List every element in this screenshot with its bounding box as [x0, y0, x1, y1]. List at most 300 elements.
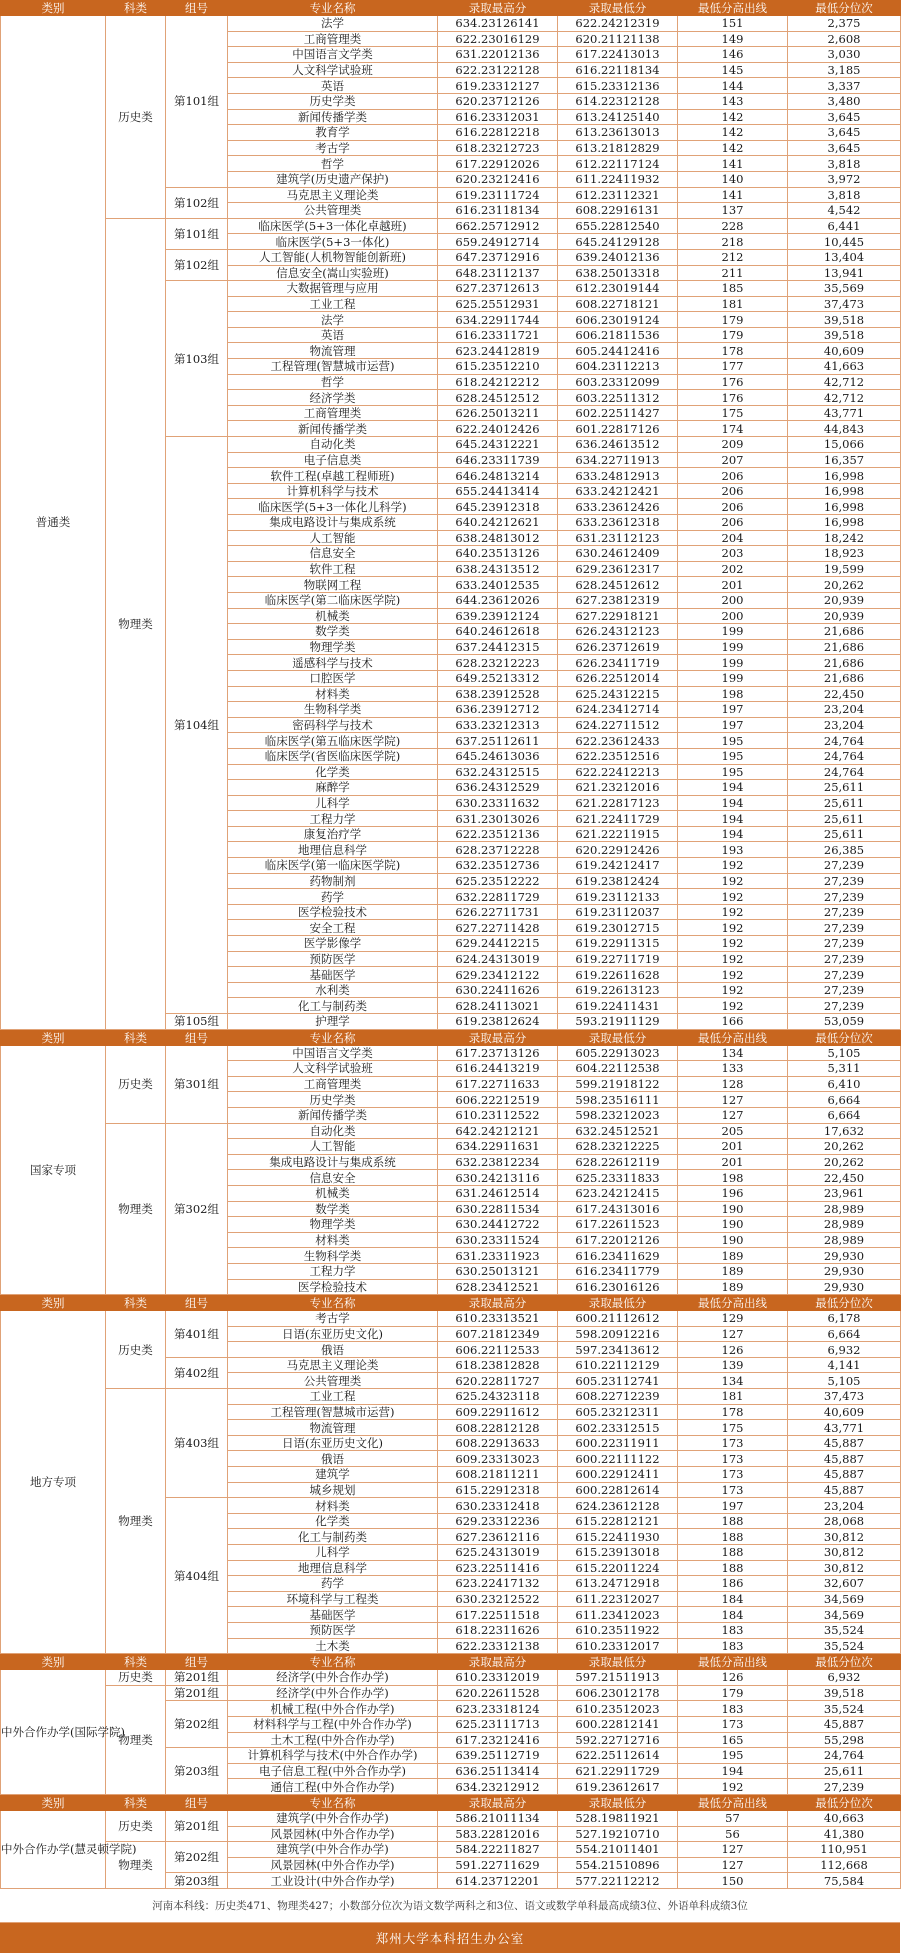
above-line: 192: [678, 873, 788, 889]
major-name: 遥感科学与技术: [228, 655, 438, 671]
major-name: 工程力学: [228, 1263, 438, 1279]
group-cell: 第203组: [166, 1748, 228, 1795]
min-rank: 45,887: [788, 1451, 901, 1467]
above-line: 143: [678, 93, 788, 109]
min-score: 625.24312215: [558, 686, 678, 702]
min-rank: 6,932: [788, 1670, 901, 1686]
column-header: 组号: [166, 1655, 228, 1670]
min-score: 603.23312099: [558, 374, 678, 390]
column-header: 最低分高出线: [678, 1296, 788, 1311]
max-score: 626.22711731: [438, 904, 558, 920]
above-line: 179: [678, 1685, 788, 1701]
group-cell: 第102组: [166, 187, 228, 218]
max-score: 591.22711629: [438, 1857, 558, 1873]
min-rank: 4,141: [788, 1357, 901, 1373]
min-score: 622.24212319: [558, 16, 678, 32]
min-rank: 13,404: [788, 249, 901, 265]
major-name: 哲学: [228, 374, 438, 390]
max-score: 608.21811211: [438, 1467, 558, 1483]
category-cell: 国家专项: [1, 1045, 106, 1295]
column-header: 录取最高分: [438, 1296, 558, 1311]
major-name: 临床医学(5+3一体化儿科学): [228, 499, 438, 515]
max-score: 639.23912124: [438, 608, 558, 624]
min-score: 605.22913023: [558, 1045, 678, 1061]
header-row: [1, 1296, 901, 1311]
max-score: 632.22811729: [438, 889, 558, 905]
major-name: 法学: [228, 16, 438, 32]
max-score: 617.23212416: [438, 1732, 558, 1748]
min-rank: 43,771: [788, 405, 901, 421]
major-name: 建筑学(历史遗产保护): [228, 171, 438, 187]
min-score: 527.19210710: [558, 1826, 678, 1842]
min-score: 600.22912411: [558, 1467, 678, 1483]
min-score: 612.23019144: [558, 281, 678, 297]
column-header: 专业名称: [228, 1655, 438, 1670]
max-score: 610.23313521: [438, 1311, 558, 1327]
above-line: 133: [678, 1061, 788, 1077]
min-rank: 35,524: [788, 1622, 901, 1638]
major-name: 材料类: [228, 1498, 438, 1514]
above-line: 173: [678, 1716, 788, 1732]
above-line: 192: [678, 858, 788, 874]
major-name: 药物制剂: [228, 873, 438, 889]
above-line: 134: [678, 1045, 788, 1061]
max-score: 630.23312418: [438, 1498, 558, 1514]
above-line: 199: [678, 624, 788, 640]
min-rank: 27,239: [788, 858, 901, 874]
min-rank: 2,375: [788, 16, 901, 32]
max-score: 639.25112719: [438, 1748, 558, 1764]
column-header: 专业名称: [228, 1296, 438, 1311]
subject-cell: 历史类: [106, 1311, 166, 1389]
column-header: 专业名称: [228, 1030, 438, 1045]
max-score: 622.23512136: [438, 826, 558, 842]
max-score: 630.25013121: [438, 1263, 558, 1279]
max-score: 638.23912528: [438, 686, 558, 702]
above-line: 177: [678, 359, 788, 375]
column-header: 录取最高分: [438, 1795, 558, 1810]
max-score: 628.23212223: [438, 655, 558, 671]
min-score: 605.24412416: [558, 343, 678, 359]
min-rank: 29,930: [788, 1248, 901, 1264]
above-line: 195: [678, 733, 788, 749]
min-rank: 16,998: [788, 515, 901, 531]
max-score: 618.23212723: [438, 140, 558, 156]
major-name: 物理学类: [228, 639, 438, 655]
max-score: 629.24412215: [438, 936, 558, 952]
group-cell: 第403组: [166, 1389, 228, 1498]
min-score: 632.24512521: [558, 1123, 678, 1139]
min-rank: 21,686: [788, 655, 901, 671]
min-score: 626.23712619: [558, 639, 678, 655]
min-score: 621.22411729: [558, 811, 678, 827]
column-header: 最低分位次: [788, 1795, 901, 1810]
major-name: 物理学类: [228, 1217, 438, 1233]
max-score: 616.23312031: [438, 109, 558, 125]
max-score: 637.25112611: [438, 733, 558, 749]
group-cell: 第103组: [166, 281, 228, 437]
major-name: 临床医学(省医临床医学院): [228, 748, 438, 764]
min-rank: 55,298: [788, 1732, 901, 1748]
max-score: 610.23312019: [438, 1670, 558, 1686]
min-rank: 3,645: [788, 109, 901, 125]
above-line: 185: [678, 281, 788, 297]
above-line: 183: [678, 1622, 788, 1638]
min-rank: 3,972: [788, 171, 901, 187]
min-rank: 16,998: [788, 499, 901, 515]
major-name: 工程管理(智慧城市运营): [228, 1404, 438, 1420]
max-score: 634.22911744: [438, 312, 558, 328]
min-rank: 21,686: [788, 624, 901, 640]
min-score: 610.23512023: [558, 1701, 678, 1717]
min-rank: 26,385: [788, 842, 901, 858]
max-score: 629.23312236: [438, 1513, 558, 1529]
major-name: 土木工程(中外合作办学): [228, 1732, 438, 1748]
major-name: 法学: [228, 312, 438, 328]
above-line: 189: [678, 1248, 788, 1264]
min-rank: 34,569: [788, 1607, 901, 1623]
above-line: 206: [678, 483, 788, 499]
major-name: 新闻传播学类: [228, 421, 438, 437]
min-score: 554.21510896: [558, 1857, 678, 1873]
major-name: 化学类: [228, 764, 438, 780]
max-score: 622.24012426: [438, 421, 558, 437]
column-header: 组号: [166, 1, 228, 16]
min-score: 624.23412714: [558, 702, 678, 718]
min-score: 554.21011401: [558, 1842, 678, 1858]
major-name: 公共管理类: [228, 203, 438, 219]
min-score: 592.22712716: [558, 1732, 678, 1748]
major-name: 历史学类: [228, 93, 438, 109]
above-line: 194: [678, 811, 788, 827]
table-row: [1, 1389, 901, 1405]
min-rank: 3,818: [788, 187, 901, 203]
min-score: 599.21918122: [558, 1076, 678, 1092]
min-rank: 35,569: [788, 281, 901, 297]
above-line: 218: [678, 234, 788, 250]
max-score: 618.22311626: [438, 1622, 558, 1638]
min-score: 638.25013318: [558, 265, 678, 281]
min-rank: 75,584: [788, 1873, 901, 1889]
above-line: 173: [678, 1467, 788, 1483]
group-cell: 第201组: [166, 1670, 228, 1686]
above-line: 174: [678, 421, 788, 437]
min-rank: 34,569: [788, 1591, 901, 1607]
min-score: 615.22011224: [558, 1560, 678, 1576]
min-rank: 28,989: [788, 1201, 901, 1217]
min-score: 619.23812424: [558, 873, 678, 889]
subject-cell: 历史类: [106, 16, 166, 219]
major-name: 马克思主义理论类: [228, 187, 438, 203]
group-cell: 第302组: [166, 1123, 228, 1295]
above-line: 127: [678, 1092, 788, 1108]
major-name: 经济学(中外合作办学): [228, 1670, 438, 1686]
min-rank: 3,645: [788, 140, 901, 156]
major-name: 地理信息科学: [228, 1560, 438, 1576]
above-line: 201: [678, 1139, 788, 1155]
major-name: 工商管理类: [228, 31, 438, 47]
max-score: 627.22711428: [438, 920, 558, 936]
min-rank: 24,764: [788, 1748, 901, 1764]
min-score: 620.21121138: [558, 31, 678, 47]
major-name: 药学: [228, 889, 438, 905]
above-line: 142: [678, 125, 788, 141]
min-rank: 30,812: [788, 1545, 901, 1561]
min-score: 617.22012126: [558, 1232, 678, 1248]
above-line: 201: [678, 577, 788, 593]
min-rank: 39,518: [788, 327, 901, 343]
min-rank: 6,178: [788, 1311, 901, 1327]
above-line: 189: [678, 1279, 788, 1295]
major-name: 中国语言文学类: [228, 47, 438, 63]
min-rank: 30,812: [788, 1529, 901, 1545]
min-score: 622.22412213: [558, 764, 678, 780]
above-line: 173: [678, 1482, 788, 1498]
min-score: 602.22511427: [558, 405, 678, 421]
min-rank: 5,105: [788, 1045, 901, 1061]
min-rank: 27,239: [788, 951, 901, 967]
max-score: 608.22913633: [438, 1435, 558, 1451]
column-header: 组号: [166, 1795, 228, 1810]
min-rank: 27,239: [788, 889, 901, 905]
above-line: 198: [678, 1170, 788, 1186]
max-score: 630.22411626: [438, 982, 558, 998]
min-score: 620.22912426: [558, 842, 678, 858]
above-line: 150: [678, 1873, 788, 1889]
max-score: 620.23212416: [438, 171, 558, 187]
above-line: 195: [678, 748, 788, 764]
min-score: 628.23212225: [558, 1139, 678, 1155]
group-cell: 第401组: [166, 1311, 228, 1358]
max-score: 625.23111713: [438, 1716, 558, 1732]
table-row: [1, 1045, 901, 1061]
min-rank: 45,887: [788, 1467, 901, 1483]
min-score: 627.23812319: [558, 592, 678, 608]
section-table: [0, 1654, 901, 1795]
major-name: 人工智能: [228, 1139, 438, 1155]
major-name: 物流管理: [228, 1420, 438, 1436]
major-name: 儿科学: [228, 795, 438, 811]
min-score: 636.24613512: [558, 437, 678, 453]
min-score: 604.23112213: [558, 359, 678, 375]
min-rank: 25,611: [788, 811, 901, 827]
major-name: 安全工程: [228, 920, 438, 936]
min-score: 600.22812141: [558, 1716, 678, 1732]
major-name: 工业工程: [228, 296, 438, 312]
min-score: 619.23112133: [558, 889, 678, 905]
above-line: 142: [678, 140, 788, 156]
min-score: 610.23511922: [558, 1622, 678, 1638]
min-score: 616.23411629: [558, 1248, 678, 1264]
max-score: 636.25113414: [438, 1763, 558, 1779]
column-header: 录取最高分: [438, 1, 558, 16]
above-line: 205: [678, 1123, 788, 1139]
min-rank: 10,445: [788, 234, 901, 250]
above-line: 195: [678, 1748, 788, 1764]
max-score: 619.23812624: [438, 1014, 558, 1030]
above-line: 140: [678, 171, 788, 187]
major-name: 英语: [228, 327, 438, 343]
max-score: 637.24412315: [438, 639, 558, 655]
above-line: 206: [678, 515, 788, 531]
major-name: 医学检验技术: [228, 1279, 438, 1295]
min-score: 614.22312128: [558, 93, 678, 109]
max-score: 648.23112137: [438, 265, 558, 281]
min-score: 621.23212016: [558, 780, 678, 796]
min-rank: 110,951: [788, 1842, 901, 1858]
above-line: 183: [678, 1638, 788, 1654]
section-table: [0, 1030, 901, 1296]
min-score: 626.23411719: [558, 655, 678, 671]
header-row: [1, 1, 901, 16]
min-score: 598.23212023: [558, 1107, 678, 1123]
min-score: 625.23311833: [558, 1170, 678, 1186]
above-line: 199: [678, 670, 788, 686]
column-header: 科类: [106, 1030, 166, 1045]
min-rank: 53,059: [788, 1014, 901, 1030]
major-name: 信息安全: [228, 1170, 438, 1186]
major-name: 计算机科学与技术(中外合作办学): [228, 1748, 438, 1764]
min-rank: 35,524: [788, 1701, 901, 1717]
above-line: 194: [678, 826, 788, 842]
min-score: 621.22911729: [558, 1763, 678, 1779]
min-score: 601.22817126: [558, 421, 678, 437]
min-score: 603.22511312: [558, 390, 678, 406]
major-name: 材料类: [228, 1232, 438, 1248]
min-rank: 6,441: [788, 218, 901, 234]
min-score: 611.22411932: [558, 171, 678, 187]
major-name: 日语(东亚历史文化): [228, 1435, 438, 1451]
above-line: 173: [678, 1451, 788, 1467]
above-line: 166: [678, 1014, 788, 1030]
above-line: 188: [678, 1529, 788, 1545]
above-line: 192: [678, 889, 788, 905]
above-line: 196: [678, 1185, 788, 1201]
above-line: 126: [678, 1670, 788, 1686]
max-score: 584.22211827: [438, 1842, 558, 1858]
above-line: 181: [678, 296, 788, 312]
min-score: 615.23312136: [558, 78, 678, 94]
major-name: 教育学: [228, 125, 438, 141]
max-score: 633.23212313: [438, 717, 558, 733]
column-header: 录取最高分: [438, 1030, 558, 1045]
min-score: 645.24129128: [558, 234, 678, 250]
min-score: 628.22612119: [558, 1154, 678, 1170]
column-header: 最低分位次: [788, 1655, 901, 1670]
major-name: 基础医学: [228, 967, 438, 983]
min-rank: 27,239: [788, 920, 901, 936]
major-name: 大数据管理与应用: [228, 281, 438, 297]
above-line: 199: [678, 639, 788, 655]
table-row: [1, 1123, 901, 1139]
min-rank: 28,068: [788, 1513, 901, 1529]
above-line: 127: [678, 1326, 788, 1342]
min-rank: 6,664: [788, 1326, 901, 1342]
above-line: 192: [678, 982, 788, 998]
above-line: 201: [678, 1154, 788, 1170]
max-score: 628.24113021: [438, 998, 558, 1014]
max-score: 632.23812234: [438, 1154, 558, 1170]
min-rank: 44,843: [788, 421, 901, 437]
major-name: 材料科学与工程(中外合作办学): [228, 1716, 438, 1732]
min-score: 621.22817123: [558, 795, 678, 811]
major-name: 软件工程(卓越工程师班): [228, 468, 438, 484]
min-rank: 29,930: [788, 1279, 901, 1295]
min-rank: 24,764: [788, 733, 901, 749]
header-row: [1, 1030, 901, 1045]
major-name: 日语(东亚历史文化): [228, 1326, 438, 1342]
min-score: 602.23312515: [558, 1420, 678, 1436]
major-name: 预防医学: [228, 1622, 438, 1638]
group-cell: 第404组: [166, 1498, 228, 1654]
column-header: 科类: [106, 1, 166, 16]
major-name: 工程管理(智慧城市运营): [228, 359, 438, 375]
table-row: [1, 1685, 901, 1701]
min-rank: 28,989: [788, 1232, 901, 1248]
max-score: 620.23712126: [438, 93, 558, 109]
major-name: 人文科学试验班: [228, 62, 438, 78]
min-score: 623.24212415: [558, 1185, 678, 1201]
min-score: 528.19811921: [558, 1810, 678, 1826]
max-score: 631.24612514: [438, 1185, 558, 1201]
above-line: 206: [678, 499, 788, 515]
min-score: 617.22611523: [558, 1217, 678, 1233]
above-line: 165: [678, 1732, 788, 1748]
min-score: 633.24212421: [558, 483, 678, 499]
above-line: 203: [678, 546, 788, 562]
above-line: 188: [678, 1513, 788, 1529]
min-rank: 25,611: [788, 1763, 901, 1779]
min-rank: 21,686: [788, 639, 901, 655]
above-line: 128: [678, 1076, 788, 1092]
min-score: 600.22812614: [558, 1482, 678, 1498]
above-line: 192: [678, 904, 788, 920]
group-cell: 第203组: [166, 1873, 228, 1889]
max-score: 644.23612026: [438, 592, 558, 608]
major-name: 自动化类: [228, 1123, 438, 1139]
major-name: 基础医学: [228, 1607, 438, 1623]
min-score: 615.22411930: [558, 1529, 678, 1545]
max-score: 610.23112522: [438, 1107, 558, 1123]
max-score: 606.22112533: [438, 1342, 558, 1358]
major-name: 马克思主义理论类: [228, 1357, 438, 1373]
major-name: 环境科学与工程类: [228, 1591, 438, 1607]
min-rank: 16,998: [788, 483, 901, 499]
major-name: 化学类: [228, 1513, 438, 1529]
min-rank: 21,686: [788, 670, 901, 686]
major-name: 人工智能(人机物智能创新班): [228, 249, 438, 265]
column-header: 最低分高出线: [678, 1, 788, 16]
min-rank: 6,664: [788, 1092, 901, 1108]
above-line: 192: [678, 998, 788, 1014]
group-cell: 第202组: [166, 1701, 228, 1748]
max-score: 617.22912026: [438, 156, 558, 172]
min-rank: 43,771: [788, 1420, 901, 1436]
max-score: 655.24413414: [438, 483, 558, 499]
max-score: 616.23311721: [438, 327, 558, 343]
min-score: 612.22117124: [558, 156, 678, 172]
min-score: 622.23512516: [558, 748, 678, 764]
max-score: 618.23812828: [438, 1357, 558, 1373]
min-rank: 25,611: [788, 795, 901, 811]
above-line: 127: [678, 1842, 788, 1858]
max-score: 625.23512222: [438, 873, 558, 889]
major-name: 经济学类: [228, 390, 438, 406]
min-rank: 25,611: [788, 780, 901, 796]
min-rank: 18,242: [788, 530, 901, 546]
column-header: 类别: [1, 1, 106, 16]
min-rank: 23,961: [788, 1185, 901, 1201]
